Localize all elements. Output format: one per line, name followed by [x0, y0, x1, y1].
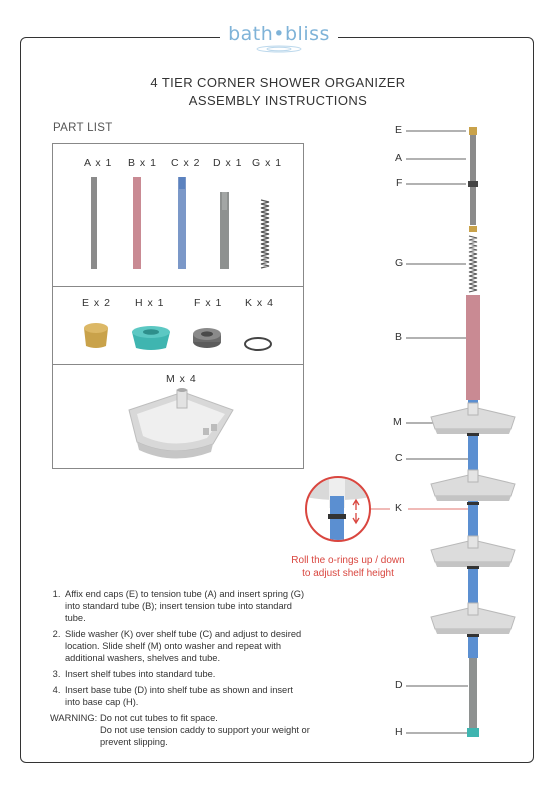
part-label-g: G x 1: [252, 157, 283, 169]
callout-d: D: [395, 679, 403, 691]
part-label-d: D x 1: [213, 157, 243, 169]
callout-k: K: [395, 502, 403, 514]
part-label-c: C x 2: [171, 157, 201, 169]
callout-c: C: [395, 452, 403, 464]
part-label-b: B x 1: [128, 157, 157, 169]
standard-tube-b: [466, 295, 480, 400]
callout-f: F: [396, 177, 403, 189]
warning-line: Do not cut tubes to fit space.: [100, 713, 218, 723]
callout-h: H: [395, 726, 403, 738]
page-subtitle: ASSEMBLY INSTRUCTIONS: [188, 93, 368, 108]
base-tube-d: [469, 658, 477, 728]
part-label-a: A x 1: [84, 157, 113, 169]
warning-label: WARNING:: [50, 713, 98, 723]
shelf-m: [431, 403, 515, 434]
instruction-step: 1. Affix end caps (E) to tension tube (A) and insert spring (G) into standard tube (B); insert tension tube into standard tube.: [63, 588, 310, 624]
note-line: to adjust shelf height: [302, 568, 394, 579]
callout-e: E: [395, 124, 403, 136]
callout-m: M: [393, 416, 402, 428]
note-line: Roll the o-rings up / down: [291, 555, 405, 566]
o-ring-detail-magnifier: [300, 474, 376, 546]
instruction-step: 2. Slide washer (K) over shelf tube (C) and adjust to desired location. Slide shelf (M) onto washer and repeat with additional washers, shelves and tube.: [63, 628, 310, 664]
part-label-m: M x 4: [166, 373, 197, 385]
instruction-step: 3. Insert shelf tubes into standard tube.: [63, 668, 310, 680]
callout-b: B: [395, 331, 403, 343]
brand-name: bath•bliss: [228, 23, 330, 45]
part-label-k: K x 4: [245, 297, 274, 309]
shelf-m: [431, 536, 515, 567]
callout-a: A: [395, 152, 403, 164]
end-cap-e-lower: [469, 226, 477, 232]
washer-f-band: [468, 181, 478, 187]
instruction-step: 4. Insert base tube (D) into shelf tube as shown and insert into base cap (H).: [63, 684, 310, 708]
end-cap-e-top: [469, 127, 477, 135]
part-label-e: E x 2: [82, 297, 111, 309]
part-label-h: H x 1: [135, 297, 165, 309]
part-list-heading: PART LIST: [53, 122, 113, 134]
callout-g: G: [395, 257, 404, 269]
shelf-m: [431, 603, 515, 634]
spring-g: [469, 236, 477, 292]
o-ring-note: [282, 554, 414, 580]
tension-tube-a: [470, 135, 476, 225]
shelf-m: [431, 470, 515, 501]
base-cap-h: [467, 728, 479, 737]
warning-line: Do not use tension caddy to support your weight or prevent slipping.: [100, 725, 310, 747]
part-label-f: F x 1: [194, 297, 223, 309]
page-title: 4 TIER CORNER SHOWER ORGANIZER: [150, 75, 406, 90]
